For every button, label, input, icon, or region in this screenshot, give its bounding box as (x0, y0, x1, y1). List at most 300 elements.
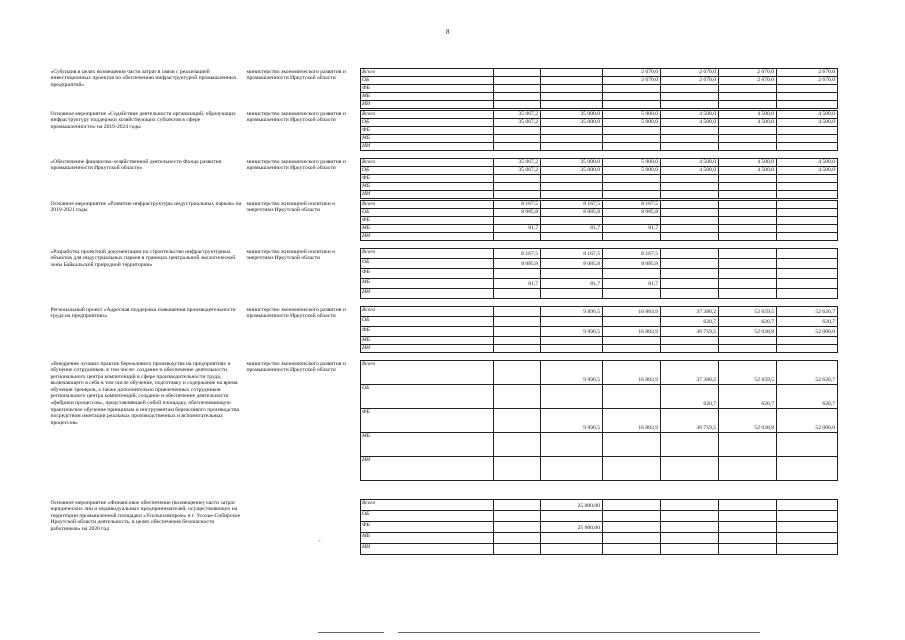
funding-source-cell: ОБ (360, 511, 493, 522)
amount-cell (776, 289, 837, 299)
funding-source-cell: ОБ (360, 317, 493, 327)
amount-cell (540, 101, 602, 109)
amount-cell (776, 522, 837, 533)
amount-cell (776, 201, 837, 209)
amount-cell (718, 279, 776, 289)
amount-cell (718, 201, 776, 209)
amount-cell (718, 544, 776, 555)
amount-cell: 25 000,00 (540, 500, 602, 511)
amount-cell: 5 000,0 (602, 119, 660, 127)
amount-cell: 4 500,0 (660, 111, 718, 119)
amount-cell (776, 135, 837, 143)
funding-source-cell: ФБ (360, 269, 493, 279)
table-row (49, 500, 837, 511)
amount-cell (493, 433, 540, 457)
funding-source-cell: ФБ (360, 522, 493, 533)
amount-cell: 4 500,0 (660, 159, 718, 167)
amount-cell (660, 457, 718, 481)
amount-cell: 8 085,8 (540, 209, 602, 217)
amount-cell (540, 385, 602, 409)
amount-cell: 36 759,5 (660, 409, 718, 433)
amount-cell: 620,7 (660, 317, 718, 327)
responsible-org-cell: министерство экономического развития и промышленности Иркутской области (246, 110, 346, 124)
amount-cell: 52 659,5 (718, 307, 776, 317)
amount-cell: 16 883,9 (602, 361, 660, 385)
amount-cell: 8 167,5 (540, 201, 602, 209)
table-row (49, 201, 837, 209)
funding-source-cell: ИИ (360, 544, 493, 555)
funding-source-cell: ФБ (360, 217, 493, 225)
amount-cell (493, 143, 540, 151)
amount-cell (602, 345, 660, 353)
amount-cell (602, 544, 660, 555)
amount-cell: 8 085,8 (493, 259, 540, 269)
amount-cell (540, 183, 602, 191)
amount-cell (493, 233, 540, 241)
amount-cell: 620,7 (660, 385, 718, 409)
amount-cell: 52 038,8 (718, 409, 776, 433)
funding-source-cell: Всего (360, 361, 493, 385)
amount-cell (540, 191, 602, 199)
event-name-cell: Основное мероприятие «Финансовое обеспечение (возмещение) части затрат юридических лиц и индивидуальных предпринимателей, осуществляющих на территории промышленной площадки «Усольехимпром» в г. Усолье-Сибирское Иркутской области деятельность, в целях обеспечения безопасности работников» на 2020 год (50, 499, 241, 532)
funding-source-cell: Всего (360, 69, 493, 77)
amount-cell: 52 000,0 (776, 409, 837, 433)
amount-cell: 4 500,0 (718, 119, 776, 127)
amount-cell (540, 85, 602, 93)
amount-cell: 35 067,2 (493, 119, 540, 127)
amount-cell (493, 101, 540, 109)
amount-cell (602, 337, 660, 345)
amount-cell (776, 249, 837, 259)
amount-cell (776, 175, 837, 183)
amount-cell (540, 345, 602, 353)
event-name-cell: Региональный проект «Адресная поддержка повышения производительности труда на предприятиях» (50, 306, 236, 320)
amount-cell (660, 233, 718, 241)
amount-cell (493, 77, 540, 85)
amount-cell: 5 000,0 (602, 159, 660, 167)
amount-cell: 620,7 (776, 385, 837, 409)
amount-cell (660, 225, 718, 233)
amount-cell (718, 209, 776, 217)
amount-cell (718, 183, 776, 191)
amount-cell (493, 93, 540, 101)
amount-cell (776, 457, 837, 481)
amount-cell (660, 201, 718, 209)
footer-rule-left (318, 632, 384, 633)
amount-cell: 9 896,5 (540, 361, 602, 385)
event-name-cell: «Обеспечение финансово-хозяйственной деятельности Фонда развития промышленности Иркутской области» (50, 158, 222, 172)
funding-source-cell: Всего (360, 111, 493, 119)
funding-source-cell: Всего (360, 249, 493, 259)
amount-cell (718, 85, 776, 93)
amount-cell (776, 433, 837, 457)
amount-cell (718, 225, 776, 233)
amount-cell (493, 457, 540, 481)
amount-cell: 2 670,0 (718, 69, 776, 77)
amount-cell (660, 433, 718, 457)
amount-cell: 36 759,5 (660, 327, 718, 337)
funding-source-cell: ФБ (360, 127, 493, 135)
amount-cell: 35 067,2 (493, 167, 540, 175)
amount-cell (540, 143, 602, 151)
amount-cell (602, 233, 660, 241)
amount-cell: 52 659,5 (718, 361, 776, 385)
amount-cell (602, 143, 660, 151)
amount-cell (493, 85, 540, 93)
amount-cell (493, 345, 540, 353)
funding-source-cell: МБ (360, 225, 493, 233)
block-gap (49, 241, 837, 249)
amount-cell (493, 522, 540, 533)
amount-cell: 9 896,5 (540, 307, 602, 317)
table-row (49, 69, 837, 77)
amount-cell (602, 317, 660, 327)
table-row (49, 307, 837, 317)
amount-cell (718, 233, 776, 241)
amount-cell (493, 409, 540, 433)
amount-cell (718, 289, 776, 299)
amount-cell: 5 000,0 (602, 167, 660, 175)
amount-cell (493, 183, 540, 191)
block-gap (49, 151, 837, 159)
amount-cell (540, 127, 602, 135)
amount-cell (602, 183, 660, 191)
amount-cell (493, 533, 540, 544)
amount-cell (776, 209, 837, 217)
amount-cell (602, 175, 660, 183)
amount-cell (493, 307, 540, 317)
amount-cell (776, 101, 837, 109)
amount-cell: 52 038,8 (718, 327, 776, 337)
funding-source-cell: ФБ (360, 409, 493, 433)
amount-cell (718, 217, 776, 225)
amount-cell: 81,7 (602, 225, 660, 233)
amount-cell: 35 000,0 (540, 167, 602, 175)
event-name-cell: «Субсидия в целях возмещения части затрат в связи с реализацией инвестиционных проектов по обеспечению инфраструктурой промышленных предприятий» (50, 68, 237, 88)
amount-cell (602, 511, 660, 522)
amount-cell: 5 000,0 (602, 111, 660, 119)
dash-mark: - (318, 536, 321, 545)
amount-cell (493, 191, 540, 199)
amount-cell (493, 385, 540, 409)
amount-cell (776, 183, 837, 191)
amount-cell: 8 085,8 (602, 259, 660, 269)
funding-source-cell: ОБ (360, 259, 493, 269)
amount-cell (776, 345, 837, 353)
amount-cell (540, 69, 602, 77)
amount-cell: 37 380,2 (660, 361, 718, 385)
amount-cell (776, 279, 837, 289)
amount-cell (660, 191, 718, 199)
amount-cell (602, 217, 660, 225)
amount-cell: 2 670,0 (718, 77, 776, 85)
amount-cell (718, 337, 776, 345)
amount-cell (776, 533, 837, 544)
amount-cell (776, 500, 837, 511)
funding-table (49, 68, 838, 555)
amount-cell (540, 511, 602, 522)
funding-source-cell: МБ (360, 337, 493, 345)
funding-source-cell: ИИ (360, 143, 493, 151)
amount-cell: 52 000,0 (776, 327, 837, 337)
amount-cell: 2 670,0 (602, 69, 660, 77)
amount-cell (660, 209, 718, 217)
funding-source-cell: ФБ (360, 85, 493, 93)
funding-source-cell: Всего (360, 159, 493, 167)
amount-cell (660, 217, 718, 225)
responsible-org-cell (245, 500, 360, 555)
table-row (49, 249, 837, 259)
amount-cell (602, 135, 660, 143)
event-name-cell: «Внедрение лучших практик бережливого производства на предприятиях и обучение сотрудников, в том числе: создание и обеспечение деятельности регионального центра компетенций в сфере производительности труда, включающего в себя в том числе обучение, подготовку и содержание на время обучения тренеров, а также дополнительно привлеченных сотрудников регионального центра компетенций, создание и обеспечение деятельности «фабрики процессов», представляющей собой площадку, обеспечивающую практическое обучение принципам и инструментам бережливого производства посредством имитации реальных производственных и вспомогательных процессов» (50, 360, 240, 426)
amount-cell: 81,7 (493, 225, 540, 233)
amount-cell (718, 500, 776, 511)
funding-source-cell: МБ (360, 135, 493, 143)
funding-source-cell: ОБ (360, 119, 493, 127)
page-number: 8 (446, 28, 450, 36)
funding-source-cell: ИИ (360, 101, 493, 109)
amount-cell (660, 511, 718, 522)
amount-cell (493, 217, 540, 225)
amount-cell (493, 337, 540, 345)
amount-cell (718, 345, 776, 353)
funding-source-cell: ФБ (360, 327, 493, 337)
amount-cell: 8 085,8 (602, 209, 660, 217)
amount-cell (540, 93, 602, 101)
amount-cell (776, 143, 837, 151)
amount-cell: 9 896,5 (540, 409, 602, 433)
amount-cell (602, 500, 660, 511)
amount-cell (540, 233, 602, 241)
amount-cell (718, 269, 776, 279)
funding-source-cell: ОБ (360, 77, 493, 85)
amount-cell (776, 191, 837, 199)
amount-cell (540, 135, 602, 143)
amount-cell (776, 544, 837, 555)
amount-cell (540, 217, 602, 225)
amount-cell: 2 670,0 (660, 77, 718, 85)
event-name-cell: Основное мероприятие «Содействие деятельности организаций, образующих инфраструктуру поддержки хозяйствующих субъектов в сфере промышленности» на 2019-2024 годы (50, 110, 236, 130)
funding-source-cell: ИИ (360, 345, 493, 353)
amount-cell (660, 143, 718, 151)
amount-cell (776, 511, 837, 522)
funding-source-cell: ИИ (360, 233, 493, 241)
amount-cell (718, 249, 776, 259)
amount-cell (660, 337, 718, 345)
amount-cell (660, 249, 718, 259)
amount-cell (493, 361, 540, 385)
event-name-cell: Основное мероприятие «Развитие инфраструктуры индустриальных парков» на 2019-2021 годы (50, 200, 242, 214)
amount-cell (493, 327, 540, 337)
table-row (49, 159, 837, 167)
funding-source-cell: ИИ (360, 289, 493, 299)
amount-cell: 4 500,0 (776, 119, 837, 127)
table-row (49, 361, 837, 385)
amount-cell (493, 127, 540, 135)
amount-cell (660, 544, 718, 555)
amount-cell (718, 433, 776, 457)
amount-cell: 37 380,2 (660, 307, 718, 317)
amount-cell (540, 457, 602, 481)
amount-cell: 35 067,2 (493, 111, 540, 119)
funding-source-cell: МБ (360, 533, 493, 544)
amount-cell (540, 77, 602, 85)
amount-cell (602, 85, 660, 93)
funding-source-cell: МБ (360, 183, 493, 191)
amount-cell (540, 289, 602, 299)
amount-cell: 16 883,9 (602, 409, 660, 433)
amount-cell (660, 522, 718, 533)
amount-cell (660, 259, 718, 269)
amount-cell (540, 433, 602, 457)
amount-cell (776, 127, 837, 135)
amount-cell (660, 279, 718, 289)
amount-cell: 35 000,0 (540, 119, 602, 127)
amount-cell (602, 101, 660, 109)
amount-cell (776, 269, 837, 279)
amount-cell (660, 101, 718, 109)
amount-cell: 8 167,5 (493, 249, 540, 259)
footer-rule-right (398, 632, 760, 633)
amount-cell (493, 511, 540, 522)
amount-cell (660, 93, 718, 101)
amount-cell (602, 457, 660, 481)
amount-cell (660, 175, 718, 183)
amount-cell (776, 217, 837, 225)
funding-source-cell: ОБ (360, 167, 493, 175)
amount-cell (602, 191, 660, 199)
table-row (49, 111, 837, 119)
amount-cell: 8 167,5 (540, 249, 602, 259)
amount-cell (602, 522, 660, 533)
block-gap (49, 481, 837, 500)
amount-cell: 4 500,0 (776, 111, 837, 119)
amount-cell: 35 000,0 (540, 159, 602, 167)
event-name-cell: «Разработка проектной документации на строительство инфраструктурных объектов для индустриальных парков в границах центральной экологической зоны Байкальской природной территории» (50, 248, 236, 268)
amount-cell: 35 000,0 (540, 111, 602, 119)
amount-cell (602, 533, 660, 544)
amount-cell: 620,7 (718, 385, 776, 409)
amount-cell: 81,7 (540, 279, 602, 289)
amount-cell (602, 269, 660, 279)
amount-cell: 2 670,0 (602, 77, 660, 85)
responsible-org-cell: министерство экономического развития и промышленности Иркутской области (246, 158, 346, 172)
amount-cell (660, 127, 718, 135)
funding-source-cell: ИИ (360, 191, 493, 199)
amount-cell (540, 544, 602, 555)
amount-cell: 25 000,00 (540, 522, 602, 533)
amount-cell (493, 269, 540, 279)
amount-cell (718, 101, 776, 109)
amount-cell: 4 500,0 (776, 159, 837, 167)
amount-cell (540, 337, 602, 345)
amount-cell (540, 175, 602, 183)
funding-source-cell: ИИ (360, 457, 493, 481)
amount-cell: 8 167,5 (602, 201, 660, 209)
amount-cell (540, 317, 602, 327)
amount-cell (493, 500, 540, 511)
funding-source-cell: Всего (360, 307, 493, 317)
amount-cell (660, 500, 718, 511)
amount-cell (776, 225, 837, 233)
amount-cell (718, 93, 776, 101)
block-gap (49, 299, 837, 307)
amount-cell: 9 896,5 (540, 327, 602, 337)
amount-cell: 4 500,0 (718, 111, 776, 119)
amount-cell (776, 85, 837, 93)
responsible-org-cell: министерство жилищной политики и энергетики Иркутской области (246, 200, 336, 214)
amount-cell: 52 620,7 (776, 307, 837, 317)
amount-cell (718, 127, 776, 135)
amount-cell (718, 522, 776, 533)
amount-cell (602, 93, 660, 101)
amount-cell: 620,7 (718, 317, 776, 327)
amount-cell (493, 175, 540, 183)
amount-cell (718, 143, 776, 151)
amount-cell (660, 533, 718, 544)
amount-cell: 8 167,5 (602, 249, 660, 259)
amount-cell (493, 69, 540, 77)
amount-cell (540, 533, 602, 544)
amount-cell (660, 345, 718, 353)
amount-cell (602, 385, 660, 409)
responsible-org-cell: министерство жилищной политики и энергетики Иркутской области (246, 248, 336, 262)
amount-cell: 16 883,9 (602, 307, 660, 317)
amount-cell: 81,7 (540, 225, 602, 233)
amount-cell (540, 269, 602, 279)
amount-cell: 620,7 (776, 317, 837, 327)
amount-cell: 2 670,0 (776, 69, 837, 77)
amount-cell: 2 670,0 (660, 69, 718, 77)
amount-cell (493, 289, 540, 299)
amount-cell (493, 135, 540, 143)
amount-cell (718, 259, 776, 269)
funding-source-cell: МБ (360, 93, 493, 101)
amount-cell (493, 544, 540, 555)
amount-cell: 4 500,0 (718, 167, 776, 175)
responsible-org-cell: министерство экономического развития и промышленности Иркутской области (246, 306, 346, 320)
amount-cell: 4 500,0 (660, 167, 718, 175)
amount-cell (718, 457, 776, 481)
amount-cell (660, 289, 718, 299)
amount-cell (718, 533, 776, 544)
amount-cell: 4 500,0 (718, 159, 776, 167)
amount-cell (660, 183, 718, 191)
funding-source-cell: Всего (360, 500, 493, 511)
amount-cell (602, 127, 660, 135)
amount-cell: 8 167,5 (493, 201, 540, 209)
amount-cell (718, 135, 776, 143)
amount-cell: 81,7 (493, 279, 540, 289)
amount-cell: 2 670,0 (776, 77, 837, 85)
funding-source-cell: ОБ (360, 209, 493, 217)
amount-cell (602, 433, 660, 457)
amount-cell (718, 175, 776, 183)
amount-cell (718, 191, 776, 199)
amount-cell: 16 883,9 (602, 327, 660, 337)
amount-cell: 35 067,2 (493, 159, 540, 167)
responsible-org-cell: министерство экономического развития и промышленности Иркутской области (246, 68, 346, 82)
amount-cell: 4 500,0 (660, 119, 718, 127)
amount-cell (718, 511, 776, 522)
amount-cell (776, 233, 837, 241)
amount-cell (660, 269, 718, 279)
block-gap (49, 353, 837, 361)
funding-source-cell: ФБ (360, 175, 493, 183)
amount-cell: 8 085,8 (493, 209, 540, 217)
funding-source-cell: ОБ (360, 385, 493, 409)
responsible-org-cell: министерство экономического развития и промышленности Иркутской области (246, 360, 346, 374)
